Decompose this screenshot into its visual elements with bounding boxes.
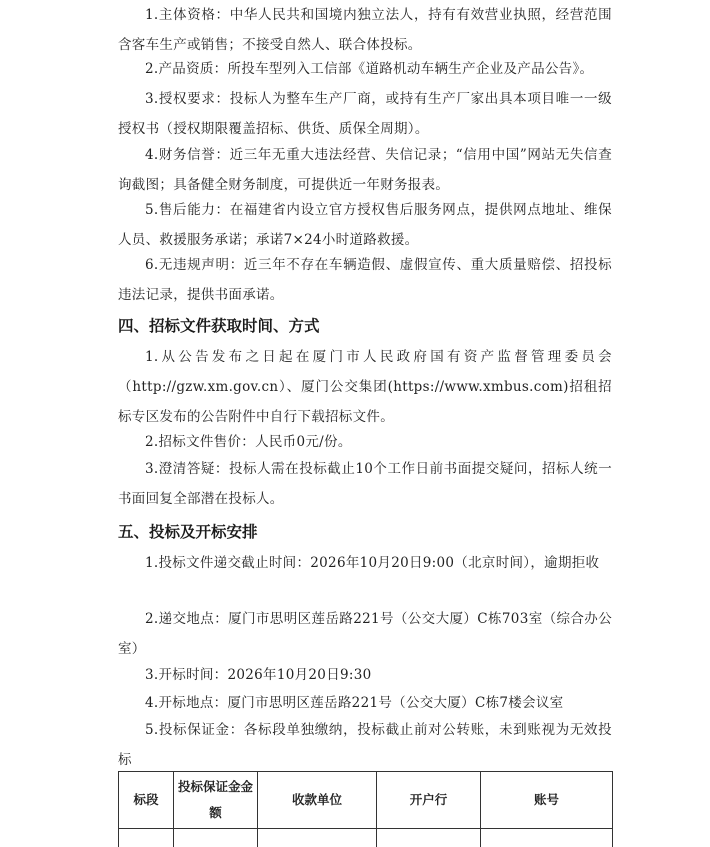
deposit-table — [118, 771, 613, 847]
qualification-item-1: 1.主体资格：中华人民共和国境内独立法人，持有有效营业执照，经营范围含客车生产或销售；不接受自然人、联合体投标。 — [118, 0, 612, 60]
deposit-table-header-row — [119, 772, 613, 829]
section-5-item-3: 3.开标时间：2026年10月20日9:30 — [118, 660, 612, 690]
header-account: 账号 — [481, 772, 613, 829]
section-5-heading: 五、投标及开标安排 — [118, 517, 258, 547]
section-5-item-2: 2.递交地点：厦门市思明区莲岳路221号（公交大厦）C栋703室（综合办公室） — [118, 604, 612, 664]
qualification-item-2: 2.产品资质：所投车型列入工信部《道路机动车辆生产企业及产品公告》。 — [118, 54, 612, 84]
header-lot: 标段 — [119, 772, 174, 829]
qualification-item-6: 6.无违规声明：近三年不存在车辆造假、虚假宣传、重大质量赔偿、招投标违法记录，提供书面承诺。 — [118, 250, 612, 310]
section-4-item-3: 3.澄清答疑：投标人需在投标截止10个工作日前书面提交疑问，招标人统一书面回复全部潜在投标人。 — [118, 454, 612, 514]
header-deposit-amount: 投标保证金金额 — [174, 772, 258, 829]
header-payee: 收款单位 — [258, 772, 377, 829]
qualification-item-3: 3.授权要求：投标人为整车生产厂商，或持有生产厂家出具本项目唯一一级授权书（授权期限覆盖招标、供货、质保全周期）。 — [118, 84, 612, 144]
section-4-heading: 四、招标文件获取时间、方式 — [118, 311, 320, 341]
section-4-item-2: 2.招标文件售价：人民币0元/份。 — [118, 427, 612, 457]
qualification-item-4: 4.财务信誉：近三年无重大违法经营、失信记录；“信用中国”网站无失信查询截图；具备健全财务制度，可提供近一年财务报表。 — [118, 140, 612, 200]
section-5-item-4: 4.开标地点：厦门市思明区莲岳路221号（公交大厦）C栋7楼会议室 — [118, 688, 612, 718]
section-5-item-1: 1.投标文件递交截止时间：2026年10月20日9:00（北京时间），逾期拒收 — [118, 548, 612, 578]
header-bank: 开户行 — [377, 772, 481, 829]
section-5-item-5: 5.投标保证金：各标段单独缴纳，投标截止前对公转账，未到账视为无效投标 — [118, 715, 612, 775]
section-4-item-1: 1.从公告发布之日起在厦门市人民政府国有资产监督管理委员会（http://gzw.xm.gov.cn）、厦门公交集团(https://www.xmbus.com)招租招标专区发布的公告附件中自行下载招标文件。 — [118, 342, 612, 432]
qualification-item-5: 5.售后能力：在福建省内设立官方授权售后服务网点，提供网点地址、维保人员、救援服务承诺；承诺7×24小时道路救援。 — [118, 195, 612, 255]
